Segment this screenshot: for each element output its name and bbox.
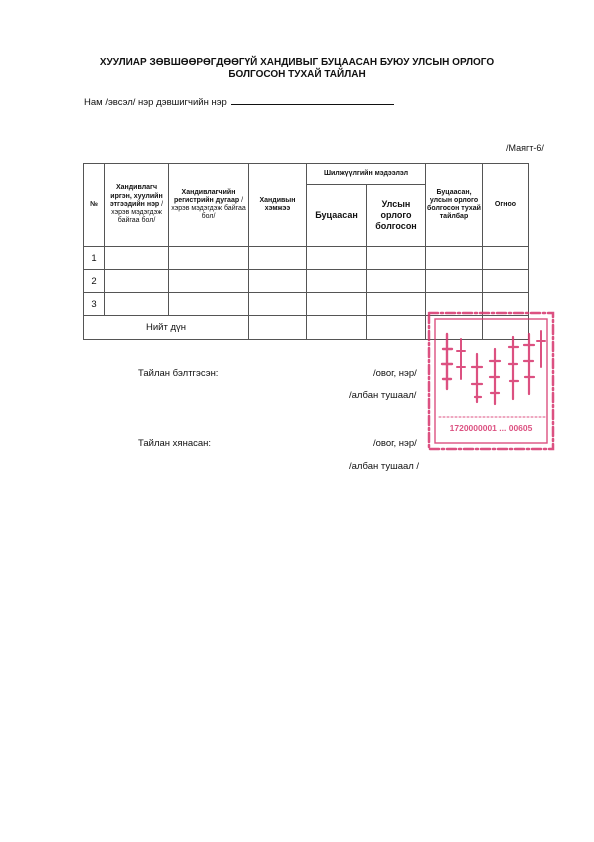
organization-label: Нам /эвсэл/ нэр дэвшигчийн нэр: [84, 97, 227, 108]
header-donor-register: Хандивлагчийн регистрийн дугаар /хэрэв мэдэгдэж байгаа бол/: [169, 164, 249, 247]
cell-date[interactable]: [483, 247, 529, 270]
cell-register[interactable]: [169, 270, 249, 293]
prepared-by-position: /албан тушаал/: [349, 390, 417, 401]
prepared-by-name: /овог, нэр/: [373, 368, 417, 379]
checked-by-name: /овог, нэр/: [373, 438, 417, 449]
header-donation-amount: Хандивын хэмжээ: [249, 164, 307, 247]
checked-by-label: Тайлан хянасан:: [138, 438, 212, 449]
cell-explanation[interactable]: [426, 247, 483, 270]
cell-donor[interactable]: [105, 270, 169, 293]
cell-amount[interactable]: [249, 270, 307, 293]
table-row: [84, 270, 529, 293]
header-state-revenue: Улсын орлого болгосон: [367, 185, 426, 247]
cell-explanation[interactable]: [426, 270, 483, 293]
form-number: /Маягт-6/: [506, 143, 544, 153]
checked-by-position: /албан тушаал /: [349, 461, 420, 472]
header-row-1: [84, 164, 529, 185]
cell-state-revenue[interactable]: [367, 247, 426, 270]
total-label: Нийт дүн: [84, 316, 249, 340]
cell-amount[interactable]: [249, 247, 307, 270]
organization-name-blank[interactable]: [231, 95, 394, 105]
cell-donor[interactable]: [105, 247, 169, 270]
cell-returned[interactable]: [307, 247, 367, 270]
report-title-line-1: ХУУЛИАР ЗӨВШӨӨРӨГДӨӨГҮЙ ХАНДИВЫГ БУЦААСАН БУЮУ УЛСЫН ОРЛОГО: [99, 57, 495, 68]
organization-line: [84, 95, 394, 108]
stamp-number: 1720000001 ... 00605: [449, 423, 533, 433]
cell-total-returned[interactable]: [307, 316, 367, 340]
row-number: 2: [84, 270, 105, 293]
cell-returned[interactable]: [307, 293, 367, 316]
cell-returned[interactable]: [307, 270, 367, 293]
cell-register[interactable]: [169, 293, 249, 316]
report-title-line-2: БОЛГОСОН ТУХАЙ ТАЙЛАН: [228, 69, 366, 80]
report-title: [0, 57, 594, 81]
cell-register[interactable]: [169, 247, 249, 270]
cell-total-state[interactable]: [367, 316, 426, 340]
cell-state-revenue[interactable]: [367, 293, 426, 316]
header-date: Огноо: [483, 164, 529, 247]
header-donor-name: Хандивлагч иргэн, хуулийн этгээдийн нэр /хэрэв мэдэгдэж байгаа бол/: [105, 164, 169, 247]
header-number: №: [84, 164, 105, 247]
prepared-by-label: Тайлан бэлтгэсэн:: [138, 368, 219, 379]
cell-total-amount[interactable]: [249, 316, 307, 340]
header-transfer-info: Шилжүүлгийн мэдээлэл: [307, 164, 426, 185]
official-stamp: [425, 309, 559, 455]
cell-date[interactable]: [483, 270, 529, 293]
cell-amount[interactable]: [249, 293, 307, 316]
header-explanation: Буцаасан, улсын орлого болгосон тухай тайлбар: [426, 164, 483, 247]
row-number: 3: [84, 293, 105, 316]
header-returned: Буцаасан: [307, 185, 367, 247]
cell-donor[interactable]: [105, 293, 169, 316]
table-row: [84, 247, 529, 270]
row-number: 1: [84, 247, 105, 270]
cell-state-revenue[interactable]: [367, 270, 426, 293]
